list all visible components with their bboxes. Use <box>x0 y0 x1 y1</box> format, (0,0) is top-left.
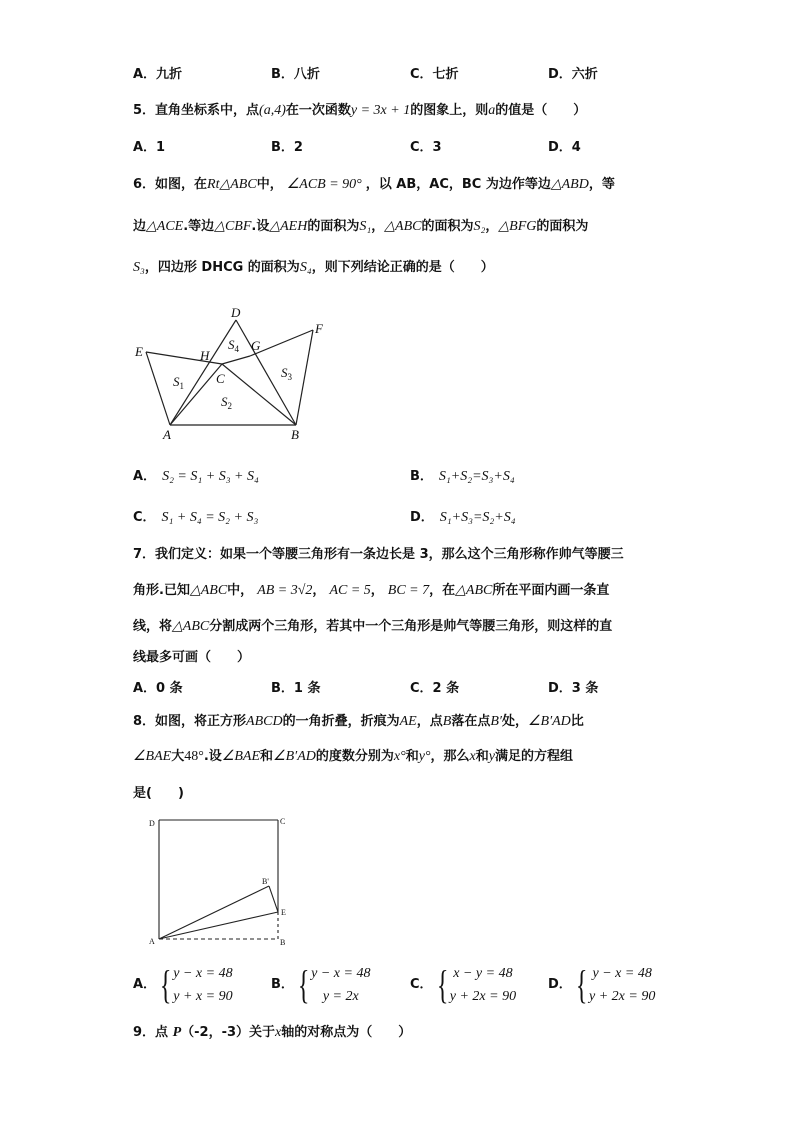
q6-stem-line1: 6．如图，在Rt△ABC中， ∠ACB = 90° ，以 AB，AC，BC 为边作等边△ABD，等 <box>133 177 615 192</box>
label-s4: $S_4$ <box>228 337 239 354</box>
line-hg <box>222 356 250 364</box>
q7-stem-line4: 线最多可画（ ） <box>133 650 251 665</box>
label-s3: $S_3$ <box>281 365 292 382</box>
label-h: H <box>200 348 210 363</box>
q4-option-a: A．九折 <box>133 67 183 82</box>
q4-option-d: D．六折 <box>548 67 598 82</box>
q8-option-c: C．{ x − y = 48 y + 2x = 90 <box>410 962 517 1007</box>
q6-option-b: B． S₁+S₂=S₃+S₄ <box>410 469 515 484</box>
q7-stem-line3: 线，将△ABC分割成两个三角形，若其中一个三角形是帅气等腰三角形，则这样的直 <box>133 619 613 634</box>
label-c: C <box>216 371 225 386</box>
q8-option-b: B．{ y − x = 48 y = 2x <box>271 962 371 1007</box>
q8-stem-line3: 是( ) <box>133 786 184 801</box>
label-b: B <box>280 938 286 947</box>
line-b-prime-e <box>269 886 278 912</box>
q7-option-c: C．2 条 <box>410 681 460 696</box>
line-fb <box>296 330 313 425</box>
q9-stem: 9．点 P（-2，-3）关于x轴的对称点为（ ） <box>133 1025 412 1040</box>
q6-stem-line2: 边△ACE.等边△CBF.设△AEH的面积为S₁，△ABC的面积为S₂，△BFG的面积为 <box>133 219 589 234</box>
label-d: D <box>231 305 241 320</box>
q4-option-c: C．七折 <box>410 67 459 82</box>
label-d: D <box>149 819 155 828</box>
q7-option-b: B．1 条 <box>271 681 321 696</box>
line-ae <box>159 912 278 939</box>
label-s1: $S_1$ <box>173 374 184 391</box>
q5-stem: 5．直角坐标系中，点(a,4)在一次函数y = 3x + 1的图象上，则a的值是（ ） <box>133 103 587 118</box>
q8-option-a: A．{ y − x = 48 y + x = 90 <box>133 962 233 1007</box>
label-s2: $S_2$ <box>221 394 232 411</box>
label-g: G <box>251 338 261 353</box>
q5-option-d: D．4 <box>548 140 581 155</box>
q7-stem-line2: 角形.已知△ABC中， AB = 3√2， AC = 5， BC = 7，在△ABC所在平面内画一条直 <box>133 583 610 598</box>
q6-figure <box>128 300 338 450</box>
label-e: E <box>281 908 286 917</box>
label-e: E <box>135 344 143 359</box>
q8-stem-line1: 8．如图，将正方形ABCD的一角折叠，折痕为AE，点B落在点B′处，∠B′AD比 <box>133 714 584 729</box>
q6-stem-line3: S₃，四边形 DHCG 的面积为S₄，则下列结论正确的是（ ） <box>133 260 494 275</box>
q6-option-c: C． S₁ + S₄ = S₂ + S₃ <box>133 510 259 525</box>
q6-option-d: D． S₁+S₃=S₂+S₄ <box>410 510 516 525</box>
q8-figure <box>145 812 295 952</box>
q7-option-a: A．0 条 <box>133 681 183 696</box>
line-eh <box>146 352 222 364</box>
label-c: C <box>280 817 286 826</box>
q8-option-d: D．{ y − x = 48 y + 2x = 90 <box>548 962 656 1007</box>
q5-option-a: A．1 <box>133 140 166 155</box>
label-f: F <box>315 321 323 336</box>
line-ae <box>146 352 170 425</box>
q5-option-c: C．3 <box>410 140 442 155</box>
q7-stem-line1: 7．我们定义：如果一个等腰三角形有一条边长是 3，那么这个三角形称作帅气等腰三 <box>133 547 624 562</box>
line-ab-prime <box>159 886 269 939</box>
q4-option-b: B．八折 <box>271 67 320 82</box>
label-b-prime: B' <box>262 877 269 886</box>
label-a: A <box>149 937 155 946</box>
label-a: A <box>163 427 171 442</box>
q5-option-b: B．2 <box>271 140 303 155</box>
label-b: B <box>291 427 299 442</box>
line-ad <box>170 320 236 425</box>
q8-stem-line2: ∠BAE大48°.设∠BAE和∠B′AD的度数分别为x°和y°，那么x和y满足的方程组 <box>133 749 573 764</box>
q6-option-a: A． S₂ = S₁ + S₃ + S₄ <box>133 469 259 484</box>
q7-option-d: D．3 条 <box>548 681 599 696</box>
